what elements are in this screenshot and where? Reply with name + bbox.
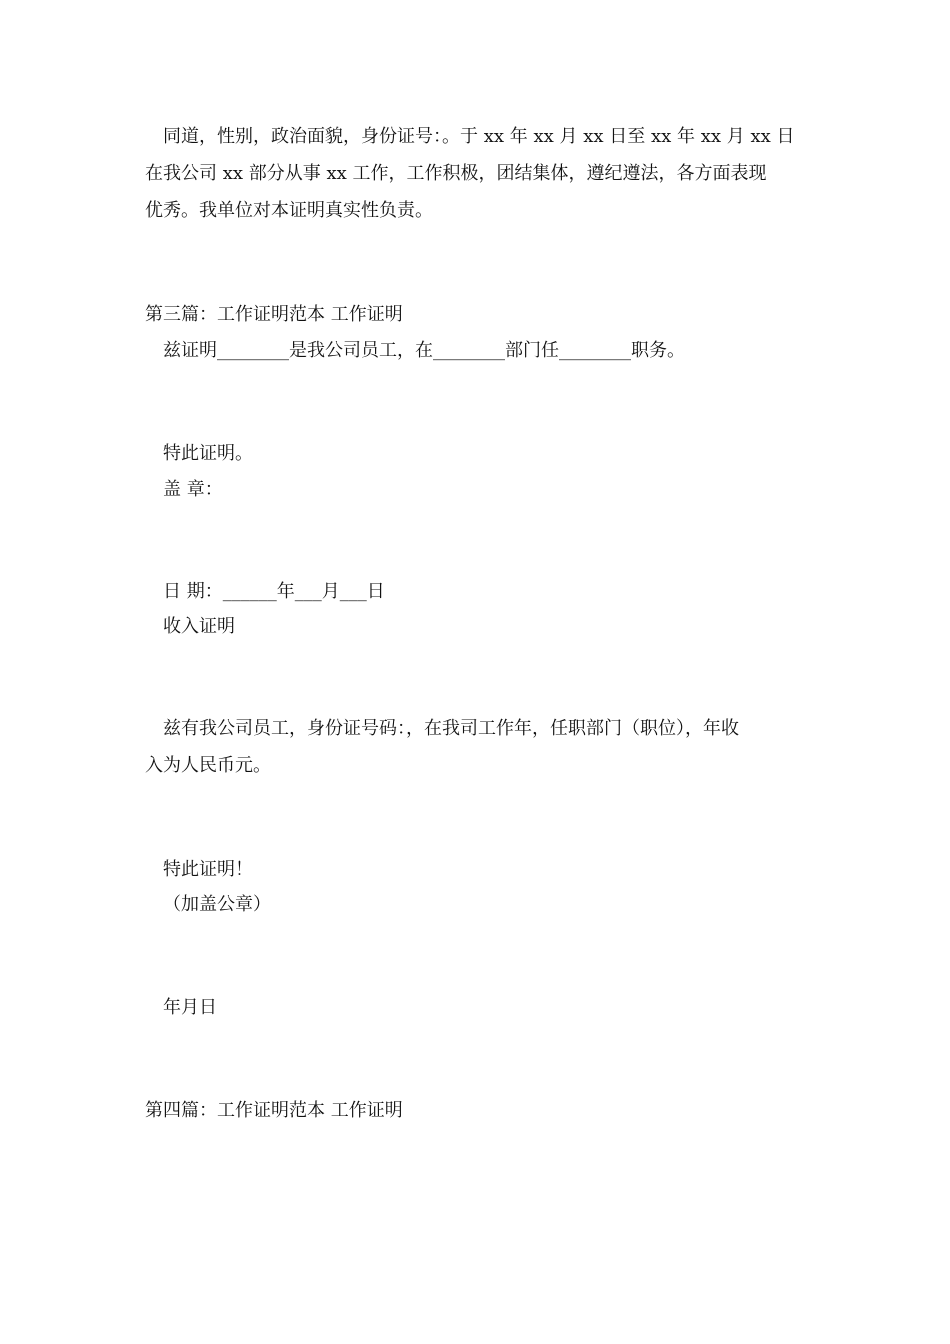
income-paragraph-line-2: 入为人民币元。 [145, 755, 271, 776]
income-paragraph-line-1: 兹有我公司员工，身份证号码：，在我司工作年，任职部门（职位），年收 [163, 718, 739, 739]
certificate-statement: 兹证明________是我公司员工，在________部门任________职务。 [163, 340, 685, 361]
closing-text: 特此证明。 [163, 443, 253, 464]
seal-note: （加盖公章） [163, 894, 271, 915]
paragraph-line-1: 同道，性别，政治面貌，身份证号：。于 xx 年 xx 月 xx 日至 xx 年 xx 月 xx 日 [163, 126, 795, 147]
income-certificate-title: 收入证明 [163, 616, 235, 637]
date-label: 日 期：______年___月___日 [163, 581, 385, 602]
section-heading-3: 第三篇：工作证明范本 工作证明 [145, 304, 403, 325]
paragraph-line-3: 优秀。我单位对本证明真实性负责。 [145, 200, 433, 221]
date-line: 年月日 [163, 997, 217, 1018]
section-heading-4: 第四篇：工作证明范本 工作证明 [145, 1100, 403, 1121]
closing-text-2: 特此证明！ [163, 859, 253, 880]
seal-label: 盖 章： [163, 479, 223, 500]
paragraph-line-2: 在我公司 xx 部分从事 xx 工作，工作积极，团结集体，遵纪遵法，各方面表现 [145, 163, 767, 184]
